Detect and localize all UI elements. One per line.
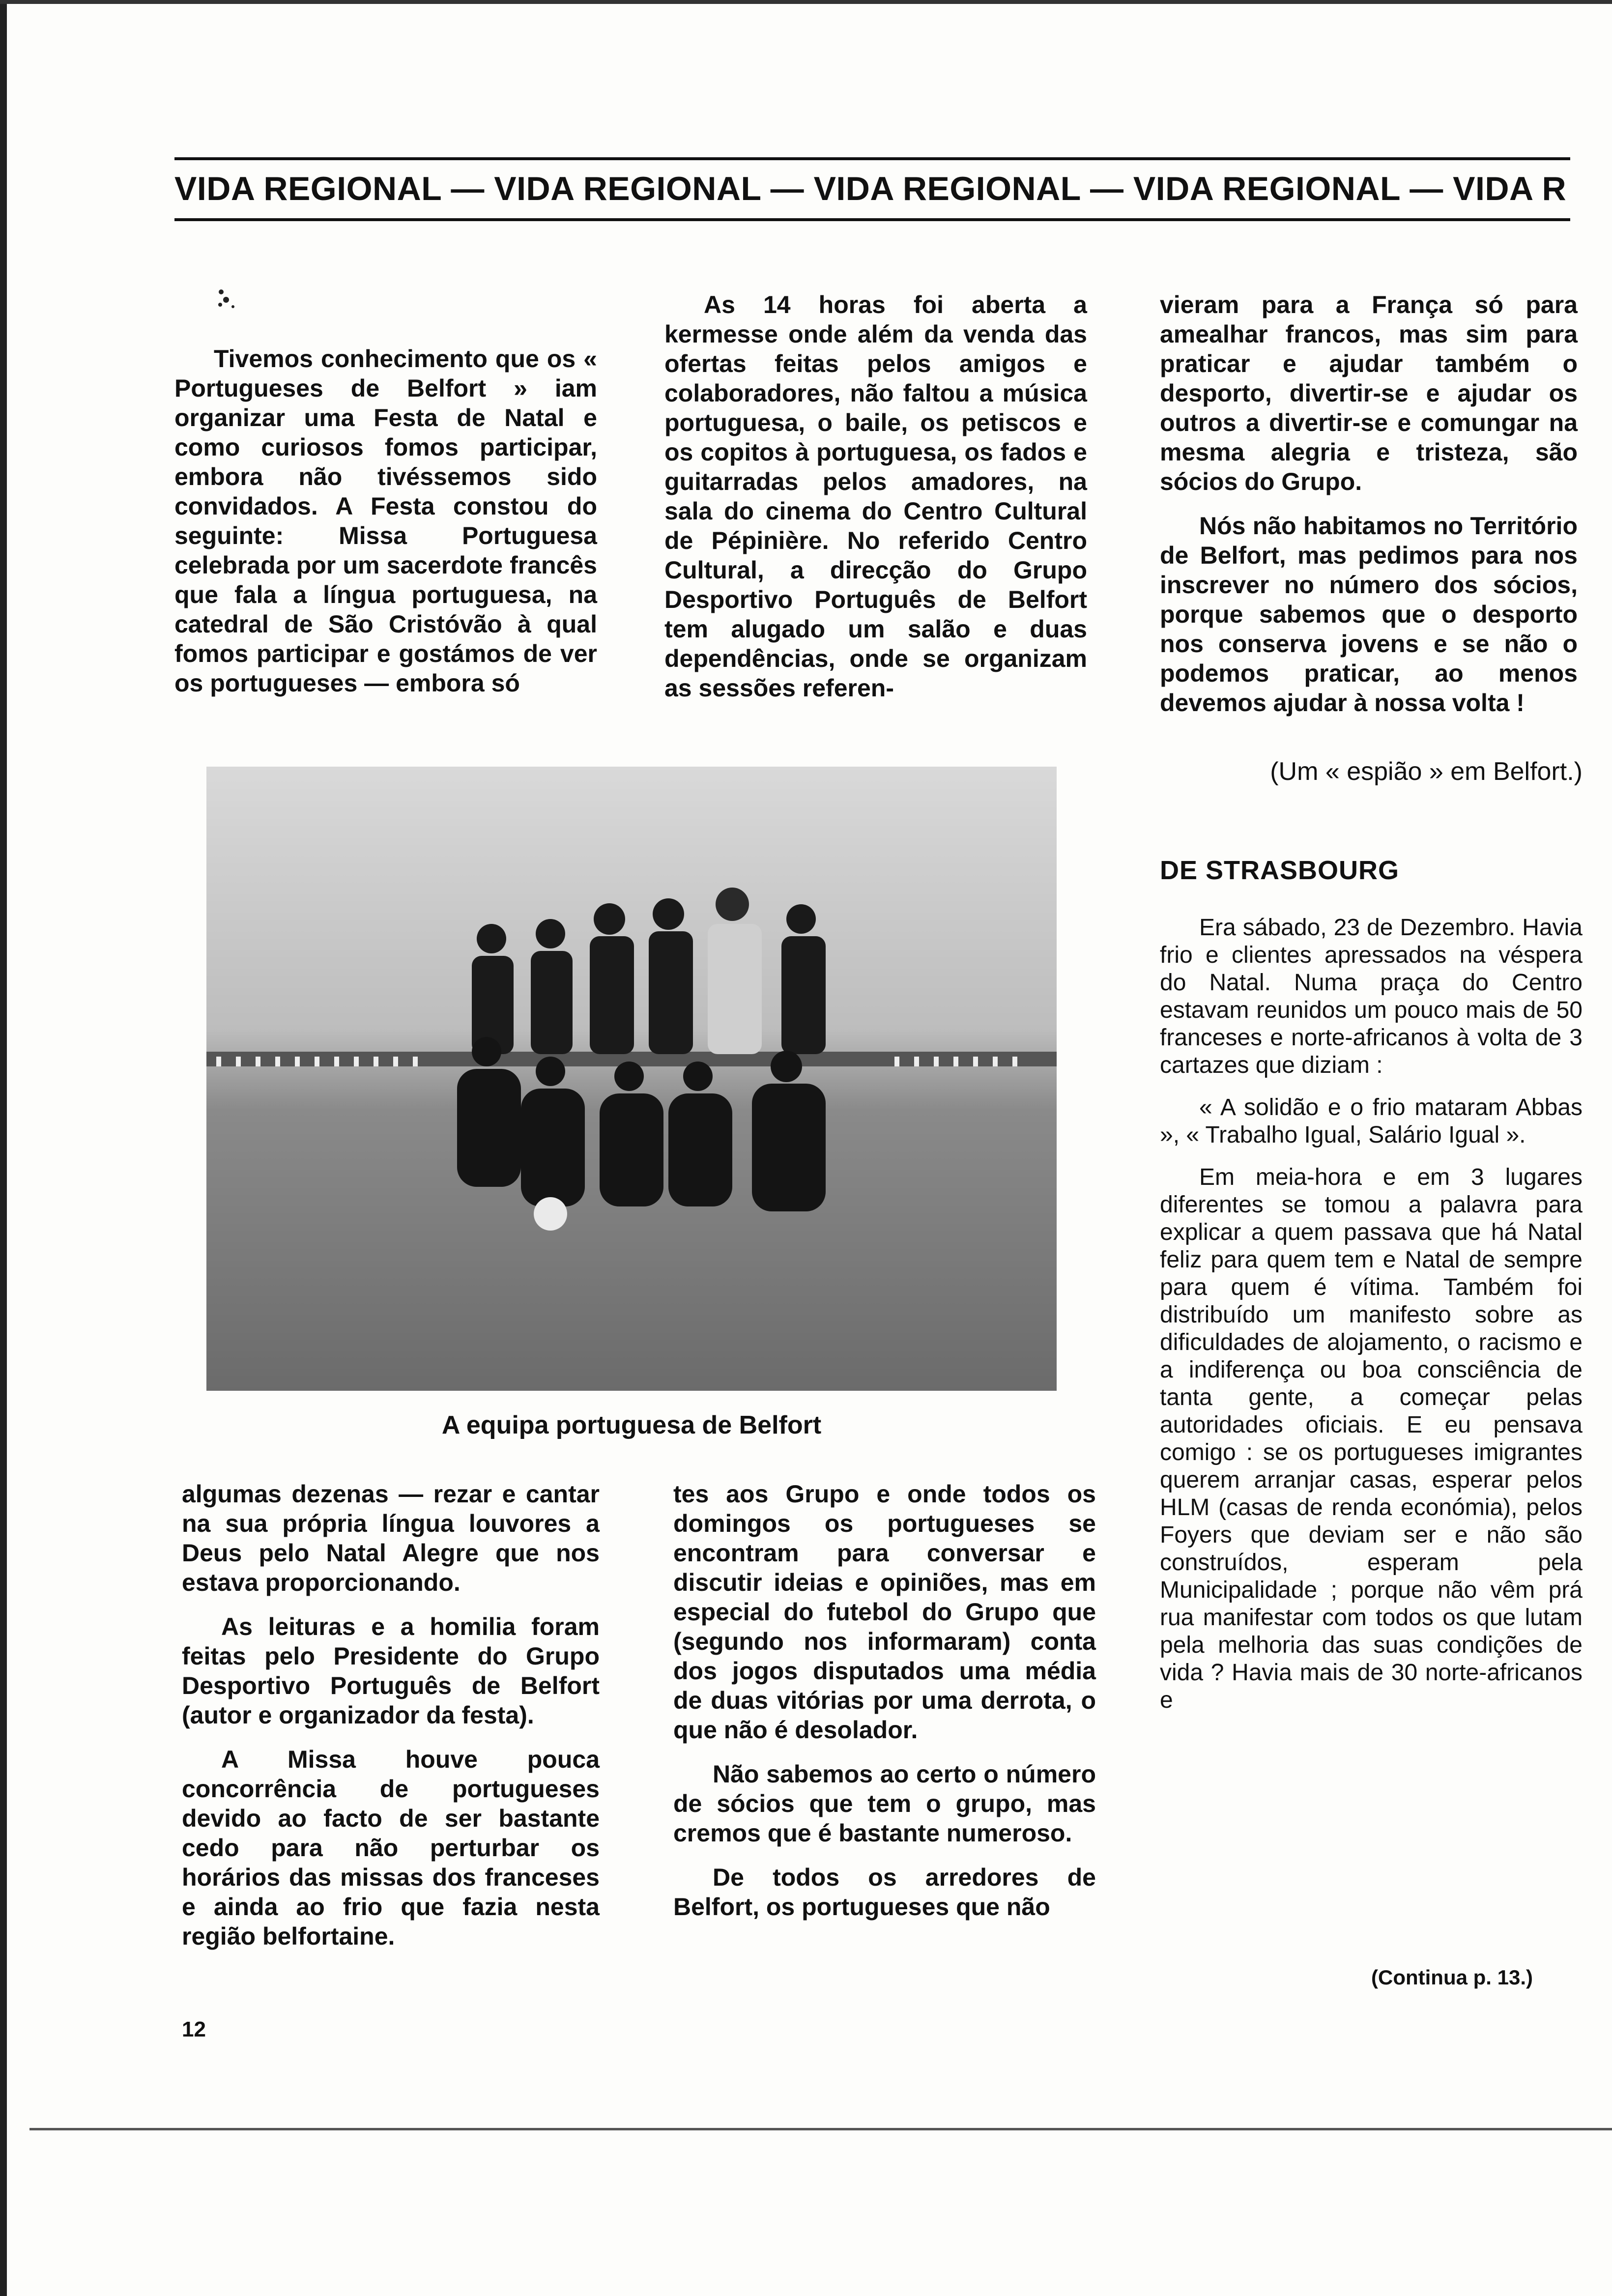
- belfort-col3-top: [1160, 290, 1578, 732]
- ornament-icon: [211, 285, 241, 315]
- paragraph: algumas dezenas — rezar e cantar na sua própria língua louvores a Deus pelo Natal Alegre que nos estava proporcionando.: [182, 1480, 600, 1596]
- page-edge-top: [0, 0, 1612, 4]
- belfort-col1-bottom: [182, 1479, 600, 1966]
- continuation-note: (Continua p. 13.): [1371, 1966, 1533, 1989]
- article-signature: (Um « espião » em Belfort.): [1270, 757, 1583, 786]
- paragraph: vieram para a França só para amealhar francos, mas sim para praticar e ajudar também o desporto, divertir-se e ajudar os outros a divertir-se e comungar na mesma alegria e tristeza, são sócios do Grupo.: [1160, 291, 1578, 495]
- belfort-col1-top: [174, 344, 597, 713]
- paragraph: As 14 horas foi aberta a kermesse onde além da venda das ofertas feitas pelos amigos e colaboradores, não faltou a música portuguesa, o baile, os petiscos e os copitos à portuguesa, os fados e guitarradas pelos amadores, na sala do cinema do Centro Cultural de Pépinière. No referido Centro Cultural, a direcção do Grupo Desportivo Português de Belfort tem alugado um salão e duas dependências, onde se organizam as sessões referen-: [664, 291, 1087, 702]
- team-photo-illustration: [206, 767, 1057, 1391]
- paragraph: De todos os arredores de Belfort, os portugueses que não: [673, 1864, 1096, 1921]
- header-rule-top: [174, 157, 1570, 160]
- paragraph: tes aos Grupo e onde todos os domingos os portugueses se encontram para conversar e discutir ideias e opiniões, mas em especial do futebol do Grupo que (segundo nos informaram) conta dos jogos disputados uma média de duas vitórias por uma derrota, o que não é desolador.: [673, 1480, 1096, 1744]
- page-number: 12: [182, 2017, 206, 2041]
- paragraph: A Missa houve pouca concorrência de portugueses devido ao facto de ser bastante cedo para não perturbar os horários das missas dos franceses e ainda ao frio que fazia nesta região belfortaine.: [182, 1746, 600, 1950]
- strasbourg-column: [1160, 914, 1583, 1729]
- team-photo: [206, 767, 1057, 1391]
- paragraph: As leituras e a homilia foram feitas pelo Presidente do Grupo Desportivo Português de Belfort (autor e organizador da festa).: [182, 1613, 600, 1729]
- belfort-col2-top: [664, 290, 1087, 718]
- bottom-rule: [29, 2128, 1612, 2130]
- paragraph: Não sabemos ao certo o número de sócios que tem o grupo, mas cremos que é bastante numeroso.: [673, 1760, 1096, 1847]
- paragraph: Em meia-hora e em 3 lugares diferentes se tomou a palavra para explicar a quem passava que há Natal feliz para quem tem e Natal de sempre para quem é vítima. Também foi distribuído um manifesto sobre as dificuldades de alojamento, o racismo e a indiferença ou boa consciência de tanta gente, a começar pelas autoridades oficiais. E eu pensava comigo : se os portugueses imigrantes querem arranjar casas, esperar pelos HLM (casas de renda económia), pelos Foyers que deviam ser e não são construídos, esperam pela Municipalidade ; porque não vêm prá rua manifestar com todos os que lutam pela melhoria das suas condições de vida ? Havia mais de 30 norte-africanos e: [1160, 1164, 1583, 1713]
- article-heading: DE STRASBOURG: [1160, 856, 1400, 885]
- paragraph: « A solidão e o frio mataram Abbas », « Trabalho Igual, Salário Igual ».: [1160, 1094, 1583, 1148]
- header-rule-bottom: [174, 218, 1570, 221]
- page-edge: [0, 0, 7, 2296]
- section-header: VIDA REGIONAL — VIDA REGIONAL — VIDA REGIONAL — VIDA REGIONAL — VIDA R: [174, 170, 1567, 207]
- paragraph: Nós não habitamos no Território de Belfort, mas pedimos para nos inscrever no número dos sócios, porque sabemos que o desporto nos conserva jovens e se não o podemos praticar, ao menos devemos ajudar à nossa volta !: [1160, 512, 1578, 717]
- paragraph: Tivemos conhecimento que os « Portugueses de Belfort » iam organizar uma Festa de Natal e como curiosos fomos participar, embora não tivéssemos sido convidados. A Festa constou do seguinte: Missa Portuguesa celebrada por um sacerdote francês que fala a língua portuguesa, na catedral de São Cristóvão à qual fomos participar e gostámos de ver os portugueses — embora só: [174, 345, 597, 697]
- belfort-col2-bottom: [673, 1479, 1096, 1936]
- photo-caption: A equipa portuguesa de Belfort: [441, 1411, 822, 1439]
- paragraph: Era sábado, 23 de Dezembro. Havia frio e clientes apressados na véspera do Natal. Numa praça do Centro estavam reunidos um pouco mais de 50 franceses e norte-africanos à volta de 3 cartazes que diziam :: [1160, 915, 1583, 1078]
